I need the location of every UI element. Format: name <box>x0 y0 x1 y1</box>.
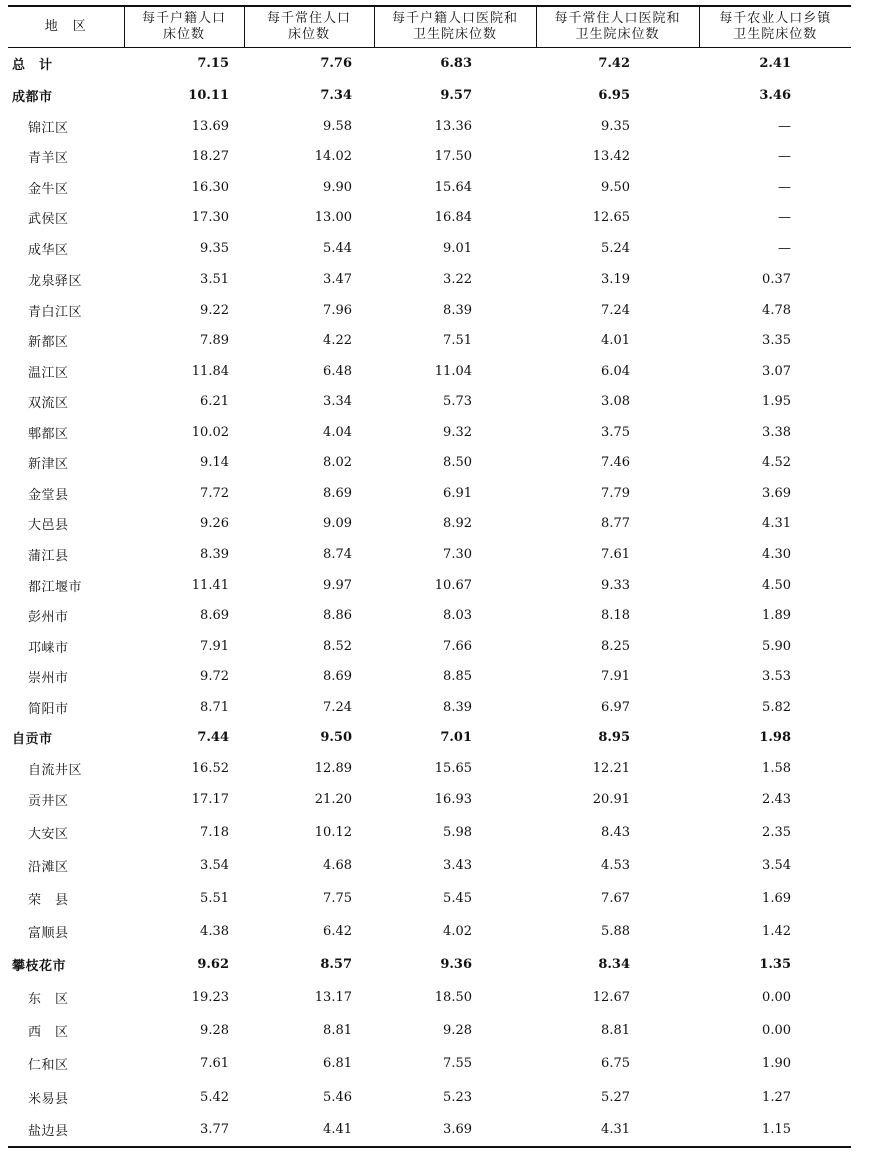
value-cell: 3.75 <box>601 424 630 440</box>
value-cell: 7.66 <box>443 638 472 654</box>
value-cell: 3.47 <box>323 271 352 287</box>
value-cell: 7.76 <box>320 56 352 72</box>
value-cell: 8.69 <box>323 485 352 501</box>
value-cell: 6.42 <box>323 923 352 939</box>
table-row <box>8 203 851 233</box>
table-row <box>8 233 851 264</box>
value-cell: 5.45 <box>443 890 472 906</box>
value-cell: 9.14 <box>200 455 229 470</box>
value-cell: 3.54 <box>762 857 791 873</box>
value-cell: 5.73 <box>443 394 472 409</box>
city-row <box>8 723 851 753</box>
value-cell: 1.15 <box>699 1114 851 1147</box>
table-row <box>8 295 851 326</box>
header-text-line: 每千农业人口乡镇 <box>719 11 832 26</box>
region-name-cell: 金牛区 <box>28 181 69 197</box>
value-cell: 9.50 <box>320 730 352 745</box>
value-cell: 3.51 <box>200 271 229 287</box>
value-cell: 8.52 <box>323 638 352 654</box>
value-cell: 13.42 <box>592 149 630 164</box>
value-cell: 7.18 <box>200 824 229 840</box>
value-cell: 8.43 <box>601 824 630 840</box>
value-cell: 15.65 <box>434 760 472 776</box>
table-row <box>8 142 851 172</box>
value-cell: 8.03 <box>443 608 472 623</box>
region-name-cell: 荣 县 <box>28 892 69 908</box>
region-name-cell: 双流区 <box>28 396 69 411</box>
region-name-cell: 崇州市 <box>28 671 69 686</box>
value-cell: 10.02 <box>191 424 229 440</box>
value-cell: 9.28 <box>443 1022 472 1038</box>
value-cell: 4.52 <box>762 455 791 470</box>
value-cell: 10.12 <box>314 824 352 840</box>
table-row <box>8 1114 851 1147</box>
value-cell: 8.77 <box>601 516 630 531</box>
statistics-table <box>8 5 851 1148</box>
value-cell: — <box>778 210 791 225</box>
value-cell: 17.50 <box>434 149 472 164</box>
city-row <box>8 948 851 981</box>
value-cell: 5.98 <box>443 824 472 840</box>
table-row <box>8 448 851 478</box>
value-cell: 1.42 <box>762 923 791 939</box>
region-name-cell: 贡井区 <box>28 794 69 809</box>
value-cell: 5.51 <box>200 890 229 906</box>
table-row <box>8 601 851 631</box>
region-name-cell: 富顺县 <box>28 925 69 941</box>
table-row <box>8 849 851 882</box>
value-cell: 18.50 <box>434 989 472 1005</box>
value-cell: 7.89 <box>200 333 229 348</box>
value-cell: — <box>778 149 791 164</box>
value-cell: 8.92 <box>443 516 472 531</box>
value-cell: 3.54 <box>200 857 229 873</box>
value-cell: 6.21 <box>200 394 229 409</box>
value-cell: 4.78 <box>762 302 791 318</box>
value-cell: 18.27 <box>191 149 229 164</box>
value-cell: 2.41 <box>759 56 791 72</box>
value-cell: 8.74 <box>323 546 352 562</box>
value-cell: 11.41 <box>191 577 229 593</box>
value-cell: 20.91 <box>592 792 630 807</box>
value-cell: 7.42 <box>598 56 630 72</box>
value-cell: 5.88 <box>601 923 630 939</box>
header-text-line: 每千户籍人口医院和 <box>391 11 518 26</box>
value-cell: 9.50 <box>601 179 630 195</box>
value-cell: 12.65 <box>592 210 630 225</box>
header-text-line: 每千户籍人口 <box>141 11 226 26</box>
region-name-cell: 蒲江县 <box>28 548 69 564</box>
value-cell: 13.00 <box>314 210 352 225</box>
value-cell: 10.11 <box>188 87 229 103</box>
table-row <box>8 816 851 849</box>
value-cell: 7.46 <box>601 455 630 470</box>
value-cell: 8.57 <box>320 956 352 972</box>
value-cell: 9.22 <box>200 302 229 318</box>
value-cell: 8.34 <box>598 956 630 972</box>
table-row <box>8 662 851 692</box>
table-row <box>8 1047 851 1081</box>
table-row <box>8 692 851 723</box>
table-row <box>8 509 851 539</box>
value-cell: 4.01 <box>601 333 630 348</box>
value-cell: 8.39 <box>443 302 472 318</box>
value-cell: 1.95 <box>762 394 791 409</box>
header-township-beds-per-thousand-agricultural <box>699 6 851 48</box>
value-cell: — <box>778 118 791 134</box>
region-name-cell: 沿滩区 <box>28 859 69 875</box>
value-cell: 21.20 <box>314 792 352 807</box>
region-name-cell: 简阳市 <box>28 701 69 717</box>
value-cell: 9.32 <box>443 424 472 440</box>
value-cell: 6.81 <box>323 1056 352 1071</box>
value-cell: 16.30 <box>191 179 229 195</box>
value-cell: 8.02 <box>323 455 352 470</box>
value-cell: 3.69 <box>374 1114 536 1147</box>
value-cell: 7.24 <box>323 699 352 715</box>
region-name-cell: 彭州市 <box>28 610 69 625</box>
value-cell: 9.97 <box>323 577 352 593</box>
header-hospital-beds-per-thousand-registered <box>374 6 536 48</box>
header-beds-per-thousand-resident <box>244 6 374 48</box>
value-cell: 9.01 <box>443 240 472 256</box>
value-cell: 8.81 <box>601 1022 630 1038</box>
value-cell: 9.62 <box>197 956 229 972</box>
value-cell: 7.51 <box>443 333 472 348</box>
value-cell: 1.58 <box>762 760 791 776</box>
value-cell: 8.71 <box>200 699 229 715</box>
region-name-cell: 东 区 <box>28 991 69 1007</box>
value-cell: 7.61 <box>200 1056 229 1071</box>
value-cell: 4.31 <box>762 516 791 531</box>
value-cell: 3.07 <box>762 363 791 379</box>
value-cell: 12.89 <box>314 760 352 776</box>
value-cell: 3.34 <box>323 394 352 409</box>
value-cell: 9.28 <box>200 1022 229 1038</box>
value-cell: 17.30 <box>191 210 229 225</box>
value-cell: 4.30 <box>762 546 791 562</box>
value-cell: 6.04 <box>601 363 630 379</box>
header-text-line: 卫生院床位数 <box>575 27 660 42</box>
value-cell: 3.53 <box>762 669 791 684</box>
value-cell: 7.96 <box>323 302 352 318</box>
value-cell: — <box>778 240 791 256</box>
value-cell: 4.53 <box>601 857 630 873</box>
region-name-cell: 大邑县 <box>28 518 69 533</box>
value-cell: 9.72 <box>200 669 229 684</box>
value-cell: 1.89 <box>762 608 791 623</box>
header-beds-per-thousand-registered <box>124 6 244 48</box>
value-cell: 7.79 <box>601 485 630 501</box>
value-cell: 5.27 <box>601 1089 630 1105</box>
region-name-cell: 总 计 <box>12 58 53 74</box>
region-name-cell: 西 区 <box>28 1024 69 1040</box>
value-cell: 5.23 <box>443 1089 472 1105</box>
value-cell: 6.75 <box>601 1056 630 1071</box>
region-name-cell: 米易县 <box>28 1091 69 1107</box>
region-name-cell: 锦江区 <box>28 120 69 136</box>
value-cell: 13.36 <box>434 118 472 134</box>
value-cell: 0.00 <box>762 1022 791 1038</box>
table-row <box>8 264 851 295</box>
value-cell: 9.35 <box>601 118 630 134</box>
value-cell: 9.26 <box>200 516 229 531</box>
value-cell: 7.91 <box>601 669 630 684</box>
value-cell: 9.90 <box>323 179 352 195</box>
region-name-cell: 自贡市 <box>12 732 53 747</box>
value-cell: 4.68 <box>323 857 352 873</box>
value-cell: 7.75 <box>323 890 352 906</box>
value-cell: 7.30 <box>443 546 472 562</box>
value-cell: 0.37 <box>762 271 791 287</box>
region-name-cell: 仁和区 <box>28 1058 69 1073</box>
value-cell: 7.72 <box>200 485 229 501</box>
value-cell: 5.44 <box>323 240 352 256</box>
value-cell: 3.19 <box>601 271 630 287</box>
value-cell: 4.22 <box>323 333 352 348</box>
value-cell: 12.67 <box>592 989 630 1005</box>
value-cell: 9.09 <box>323 516 352 531</box>
table-row <box>8 1014 851 1047</box>
table-row <box>8 111 851 142</box>
region-name-cell: 龙泉驿区 <box>28 273 83 289</box>
table-header <box>8 6 851 48</box>
region-name-cell: 青羊区 <box>28 151 69 166</box>
table-row <box>8 784 851 816</box>
table-body <box>8 48 851 1147</box>
region-name-cell: 新都区 <box>28 335 69 350</box>
value-cell: 8.18 <box>601 608 630 623</box>
value-cell: 7.01 <box>440 730 472 745</box>
value-cell: 8.39 <box>443 699 472 715</box>
value-cell: 8.86 <box>323 608 352 623</box>
value-cell: 3.22 <box>443 271 472 287</box>
value-cell: 6.95 <box>598 87 630 103</box>
value-cell: 13.17 <box>314 989 352 1005</box>
value-cell: 10.67 <box>434 577 472 593</box>
header-text-line: 卫生院床位数 <box>733 27 818 42</box>
header-text-line: 每千常住人口 <box>266 11 351 26</box>
value-cell: 5.42 <box>200 1089 229 1105</box>
region-name-cell: 青白江区 <box>28 304 83 320</box>
header-row <box>8 6 851 48</box>
value-cell: 19.23 <box>191 989 229 1005</box>
region-name-cell: 成都市 <box>12 89 53 105</box>
value-cell: 8.69 <box>200 608 229 623</box>
value-cell: 12.21 <box>592 760 630 776</box>
value-cell: 15.64 <box>434 179 472 195</box>
value-cell: 11.04 <box>434 363 472 379</box>
value-cell: 16.93 <box>434 792 472 807</box>
value-cell: 7.91 <box>200 638 229 654</box>
table-row <box>8 882 851 915</box>
value-cell: 3.77 <box>124 1114 244 1147</box>
table-row <box>8 326 851 356</box>
region-name-cell: 都江堰市 <box>28 579 83 595</box>
value-cell: 7.67 <box>601 890 630 906</box>
value-cell: 6.91 <box>443 485 472 501</box>
region-name-cell: 金堂县 <box>28 487 69 503</box>
value-cell: 8.69 <box>323 669 352 684</box>
value-cell: 5.82 <box>762 699 791 715</box>
value-cell: 16.84 <box>434 210 472 225</box>
value-cell: 1.27 <box>762 1089 791 1105</box>
value-cell: 9.36 <box>440 956 472 972</box>
value-cell: 1.69 <box>762 890 791 906</box>
table-row <box>8 539 851 570</box>
value-cell: 4.41 <box>244 1114 374 1147</box>
value-cell: 7.34 <box>320 87 352 103</box>
value-cell: 6.48 <box>323 363 352 379</box>
header-region <box>8 6 124 48</box>
value-cell: 7.15 <box>197 56 229 72</box>
value-cell: 3.38 <box>762 424 791 440</box>
value-cell: 4.38 <box>200 923 229 939</box>
value-cell: 3.35 <box>762 333 791 348</box>
value-cell: 7.61 <box>601 546 630 562</box>
value-cell: 9.35 <box>200 240 229 256</box>
value-cell: 4.04 <box>323 424 352 440</box>
region-name-cell: 自流井区 <box>28 762 83 778</box>
value-cell: 8.39 <box>200 546 229 562</box>
header-text-line: 床位数 <box>162 27 205 42</box>
region-name-cell: 新津区 <box>28 457 69 472</box>
value-cell: 1.35 <box>759 956 791 972</box>
region-name-cell: 大安区 <box>28 826 69 842</box>
value-cell: 9.58 <box>323 118 352 134</box>
value-cell: 7.24 <box>601 302 630 318</box>
city-row <box>8 80 851 111</box>
value-cell: 8.81 <box>323 1022 352 1038</box>
value-cell: 2.35 <box>762 824 791 840</box>
value-cell: 4.02 <box>443 923 472 939</box>
table-row <box>8 356 851 387</box>
value-cell: 8.50 <box>443 455 472 470</box>
value-cell: 8.95 <box>598 730 630 745</box>
region-name-cell: 郫都区 <box>28 426 69 442</box>
table-row <box>8 981 851 1014</box>
value-cell: 5.24 <box>601 240 630 256</box>
value-cell: 3.43 <box>443 857 472 873</box>
value-cell: 6.97 <box>601 699 630 715</box>
table-row <box>8 478 851 509</box>
value-cell: 17.17 <box>191 792 229 807</box>
region-name-cell: 邛崃市 <box>28 640 69 656</box>
value-cell: 3.46 <box>759 87 791 103</box>
value-cell: 16.52 <box>191 760 229 776</box>
table-row <box>8 631 851 662</box>
value-cell: 7.44 <box>197 730 229 745</box>
value-cell: 4.31 <box>536 1114 699 1147</box>
table-row <box>8 417 851 448</box>
value-cell: 14.02 <box>314 149 352 164</box>
table-row <box>8 753 851 784</box>
region-name-cell: 盐边县 <box>8 1114 124 1147</box>
table-row <box>8 172 851 203</box>
header-text-line: 床位数 <box>287 27 330 42</box>
header-text-line: 每千常住人口医院和 <box>554 11 681 26</box>
table-row <box>8 915 851 948</box>
table-row <box>8 387 851 417</box>
value-cell: 4.50 <box>762 577 791 593</box>
value-cell: 5.90 <box>762 638 791 654</box>
value-cell: 11.84 <box>191 363 229 379</box>
value-cell: 1.98 <box>759 730 791 745</box>
value-cell: — <box>778 179 791 195</box>
table-row <box>8 570 851 601</box>
total-row <box>8 48 851 80</box>
value-cell: 3.69 <box>762 485 791 501</box>
region-name-cell: 成华区 <box>28 242 69 258</box>
value-cell: 0.00 <box>762 989 791 1005</box>
value-cell: 5.46 <box>323 1089 352 1105</box>
value-cell: 9.57 <box>440 87 472 103</box>
region-name-cell: 武侯区 <box>28 212 69 227</box>
value-cell: 3.08 <box>601 394 630 409</box>
value-cell: 1.90 <box>762 1056 791 1071</box>
region-name-cell: 温江区 <box>28 365 69 381</box>
value-cell: 9.33 <box>601 577 630 593</box>
header-text-line: 卫生院床位数 <box>412 27 497 42</box>
header-hospital-beds-per-thousand-resident <box>536 6 699 48</box>
value-cell: 13.69 <box>191 118 229 134</box>
value-cell: 7.55 <box>443 1056 472 1071</box>
value-cell: 8.85 <box>443 669 472 684</box>
header-text-line: 地 区 <box>44 19 87 34</box>
table-row <box>8 1081 851 1114</box>
value-cell: 2.43 <box>762 792 791 807</box>
value-cell: 8.25 <box>601 638 630 654</box>
value-cell: 6.83 <box>440 56 472 72</box>
region-name-cell: 攀枝花市 <box>12 958 67 974</box>
